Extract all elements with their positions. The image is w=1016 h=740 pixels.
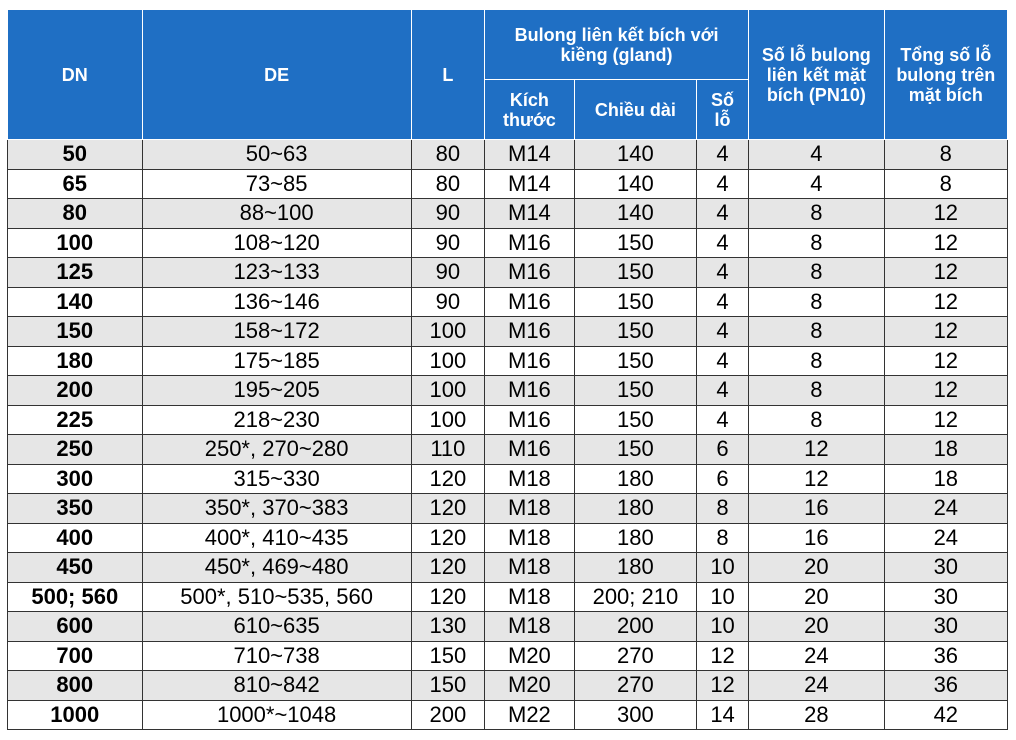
cell-bolt-holes: 4 [697,287,749,317]
cell-l: 80 [411,169,484,199]
cell-total-holes: 12 [884,199,1007,229]
cell-total-holes: 36 [884,641,1007,671]
cell-flange-holes: 24 [749,671,885,701]
cell-dn: 450 [8,553,143,583]
cell-l: 100 [411,405,484,435]
cell-l: 150 [411,671,484,701]
cell-de: 710~738 [142,641,411,671]
cell-total-holes: 12 [884,405,1007,435]
cell-total-holes: 8 [884,169,1007,199]
header-length: Chiều dài [574,80,696,140]
cell-total-holes: 12 [884,258,1007,288]
cell-bolt-length: 140 [574,140,696,170]
cell-l: 120 [411,523,484,553]
table-row [8,671,1008,701]
table-row [8,435,1008,465]
cell-bolt-length: 150 [574,228,696,258]
cell-bolt-size: M18 [485,582,575,612]
table-row [8,199,1008,229]
cell-de: 400*, 410~435 [142,523,411,553]
cell-total-holes: 30 [884,612,1007,642]
cell-total-holes: 12 [884,228,1007,258]
table-row [8,700,1008,730]
cell-l: 120 [411,464,484,494]
cell-bolt-length: 180 [574,494,696,524]
cell-flange-holes: 20 [749,553,885,583]
cell-flange-holes: 8 [749,228,885,258]
table-row [8,582,1008,612]
cell-dn: 100 [8,228,143,258]
cell-total-holes: 18 [884,464,1007,494]
cell-dn: 600 [8,612,143,642]
cell-l: 90 [411,287,484,317]
cell-bolt-size: M18 [485,553,575,583]
cell-bolt-length: 180 [574,553,696,583]
cell-bolt-length: 150 [574,405,696,435]
cell-bolt-size: M20 [485,641,575,671]
table-body [8,140,1008,730]
cell-bolt-size: M16 [485,228,575,258]
cell-l: 120 [411,553,484,583]
cell-bolt-holes: 12 [697,641,749,671]
cell-bolt-size: M16 [485,287,575,317]
cell-bolt-holes: 4 [697,317,749,347]
table-row [8,317,1008,347]
cell-dn: 80 [8,199,143,229]
cell-bolt-size: M18 [485,494,575,524]
table-row [8,346,1008,376]
spec-table [7,9,1008,730]
table-row [8,228,1008,258]
cell-flange-holes: 8 [749,287,885,317]
cell-total-holes: 42 [884,700,1007,730]
header-l: L [411,10,484,140]
cell-bolt-holes: 4 [697,346,749,376]
cell-bolt-length: 150 [574,435,696,465]
cell-dn: 140 [8,287,143,317]
cell-bolt-size: M16 [485,258,575,288]
cell-de: 158~172 [142,317,411,347]
cell-flange-holes: 16 [749,523,885,553]
header-de: DE [142,10,411,140]
cell-bolt-size: M20 [485,671,575,701]
cell-l: 90 [411,258,484,288]
cell-l: 150 [411,641,484,671]
cell-de: 610~635 [142,612,411,642]
cell-dn: 500; 560 [8,582,143,612]
cell-flange-holes: 8 [749,258,885,288]
header-total-holes: Tổng số lỗ bulong trên mặt bích [884,10,1007,140]
cell-bolt-holes: 4 [697,140,749,170]
cell-bolt-holes: 10 [697,553,749,583]
cell-bolt-length: 140 [574,199,696,229]
header-holes: Số lỗ [697,80,749,140]
cell-bolt-size: M16 [485,435,575,465]
cell-flange-holes: 12 [749,435,885,465]
cell-bolt-length: 200 [574,612,696,642]
cell-dn: 65 [8,169,143,199]
cell-l: 110 [411,435,484,465]
cell-total-holes: 18 [884,435,1007,465]
cell-bolt-size: M16 [485,346,575,376]
cell-l: 90 [411,228,484,258]
cell-bolt-holes: 12 [697,671,749,701]
cell-de: 250*, 270~280 [142,435,411,465]
cell-flange-holes: 24 [749,641,885,671]
header-dn: DN [8,10,143,140]
cell-l: 100 [411,346,484,376]
cell-l: 120 [411,494,484,524]
cell-bolt-length: 140 [574,169,696,199]
cell-bolt-holes: 4 [697,405,749,435]
cell-l: 80 [411,140,484,170]
cell-bolt-size: M16 [485,317,575,347]
cell-bolt-holes: 4 [697,169,749,199]
cell-dn: 225 [8,405,143,435]
cell-dn: 700 [8,641,143,671]
cell-l: 100 [411,317,484,347]
cell-de: 195~205 [142,376,411,406]
cell-flange-holes: 28 [749,700,885,730]
cell-bolt-holes: 4 [697,199,749,229]
cell-de: 1000*~1048 [142,700,411,730]
header-flange-holes: Số lỗ bulong liên kết mặt bích (PN10) [749,10,885,140]
cell-flange-holes: 8 [749,376,885,406]
cell-total-holes: 12 [884,317,1007,347]
table-row [8,376,1008,406]
cell-total-holes: 12 [884,376,1007,406]
cell-bolt-length: 150 [574,317,696,347]
cell-l: 200 [411,700,484,730]
cell-flange-holes: 8 [749,346,885,376]
cell-bolt-size: M14 [485,140,575,170]
cell-total-holes: 12 [884,346,1007,376]
cell-dn: 350 [8,494,143,524]
cell-bolt-holes: 4 [697,228,749,258]
cell-bolt-size: M14 [485,169,575,199]
table-row [8,258,1008,288]
cell-flange-holes: 4 [749,169,885,199]
cell-bolt-length: 150 [574,258,696,288]
cell-bolt-size: M16 [485,376,575,406]
cell-de: 315~330 [142,464,411,494]
cell-dn: 50 [8,140,143,170]
cell-de: 218~230 [142,405,411,435]
cell-bolt-holes: 6 [697,435,749,465]
cell-bolt-size: M18 [485,612,575,642]
cell-flange-holes: 8 [749,405,885,435]
table-row [8,169,1008,199]
cell-total-holes: 24 [884,494,1007,524]
header-size: Kích thước [485,80,575,140]
table-row [8,641,1008,671]
cell-total-holes: 24 [884,523,1007,553]
cell-bolt-length: 150 [574,346,696,376]
cell-flange-holes: 12 [749,464,885,494]
cell-dn: 200 [8,376,143,406]
cell-de: 50~63 [142,140,411,170]
cell-dn: 400 [8,523,143,553]
table-row [8,523,1008,553]
cell-flange-holes: 8 [749,317,885,347]
cell-dn: 125 [8,258,143,288]
cell-bolt-size: M18 [485,464,575,494]
header-bolt-group: Bulong liên kết bích với kiềng (gland) [485,10,749,80]
cell-bolt-size: M22 [485,700,575,730]
cell-bolt-length: 200; 210 [574,582,696,612]
cell-de: 810~842 [142,671,411,701]
cell-de: 88~100 [142,199,411,229]
cell-flange-holes: 20 [749,612,885,642]
cell-bolt-length: 150 [574,376,696,406]
table-row [8,464,1008,494]
cell-bolt-length: 150 [574,287,696,317]
cell-bolt-holes: 4 [697,258,749,288]
cell-l: 130 [411,612,484,642]
cell-bolt-length: 270 [574,671,696,701]
table-row [8,405,1008,435]
table-row [8,287,1008,317]
cell-bolt-holes: 14 [697,700,749,730]
cell-bolt-holes: 8 [697,494,749,524]
table-row [8,140,1008,170]
cell-bolt-size: M14 [485,199,575,229]
cell-bolt-holes: 10 [697,612,749,642]
cell-dn: 1000 [8,700,143,730]
cell-total-holes: 8 [884,140,1007,170]
cell-de: 450*, 469~480 [142,553,411,583]
cell-flange-holes: 20 [749,582,885,612]
cell-dn: 180 [8,346,143,376]
cell-de: 350*, 370~383 [142,494,411,524]
cell-bolt-holes: 10 [697,582,749,612]
table-row [8,553,1008,583]
cell-bolt-holes: 6 [697,464,749,494]
cell-bolt-holes: 8 [697,523,749,553]
cell-de: 175~185 [142,346,411,376]
cell-bolt-length: 180 [574,523,696,553]
cell-dn: 800 [8,671,143,701]
cell-flange-holes: 8 [749,199,885,229]
cell-l: 100 [411,376,484,406]
cell-bolt-length: 270 [574,641,696,671]
cell-total-holes: 30 [884,582,1007,612]
cell-flange-holes: 16 [749,494,885,524]
cell-dn: 150 [8,317,143,347]
table-row [8,494,1008,524]
table-row [8,612,1008,642]
cell-total-holes: 30 [884,553,1007,583]
cell-de: 136~146 [142,287,411,317]
cell-total-holes: 12 [884,287,1007,317]
cell-bolt-length: 300 [574,700,696,730]
cell-bolt-length: 180 [574,464,696,494]
cell-de: 73~85 [142,169,411,199]
cell-dn: 300 [8,464,143,494]
cell-de: 500*, 510~535, 560 [142,582,411,612]
cell-l: 90 [411,199,484,229]
cell-bolt-size: M18 [485,523,575,553]
cell-total-holes: 36 [884,671,1007,701]
cell-de: 108~120 [142,228,411,258]
cell-de: 123~133 [142,258,411,288]
cell-bolt-holes: 4 [697,376,749,406]
cell-flange-holes: 4 [749,140,885,170]
cell-l: 120 [411,582,484,612]
cell-bolt-size: M16 [485,405,575,435]
cell-dn: 250 [8,435,143,465]
